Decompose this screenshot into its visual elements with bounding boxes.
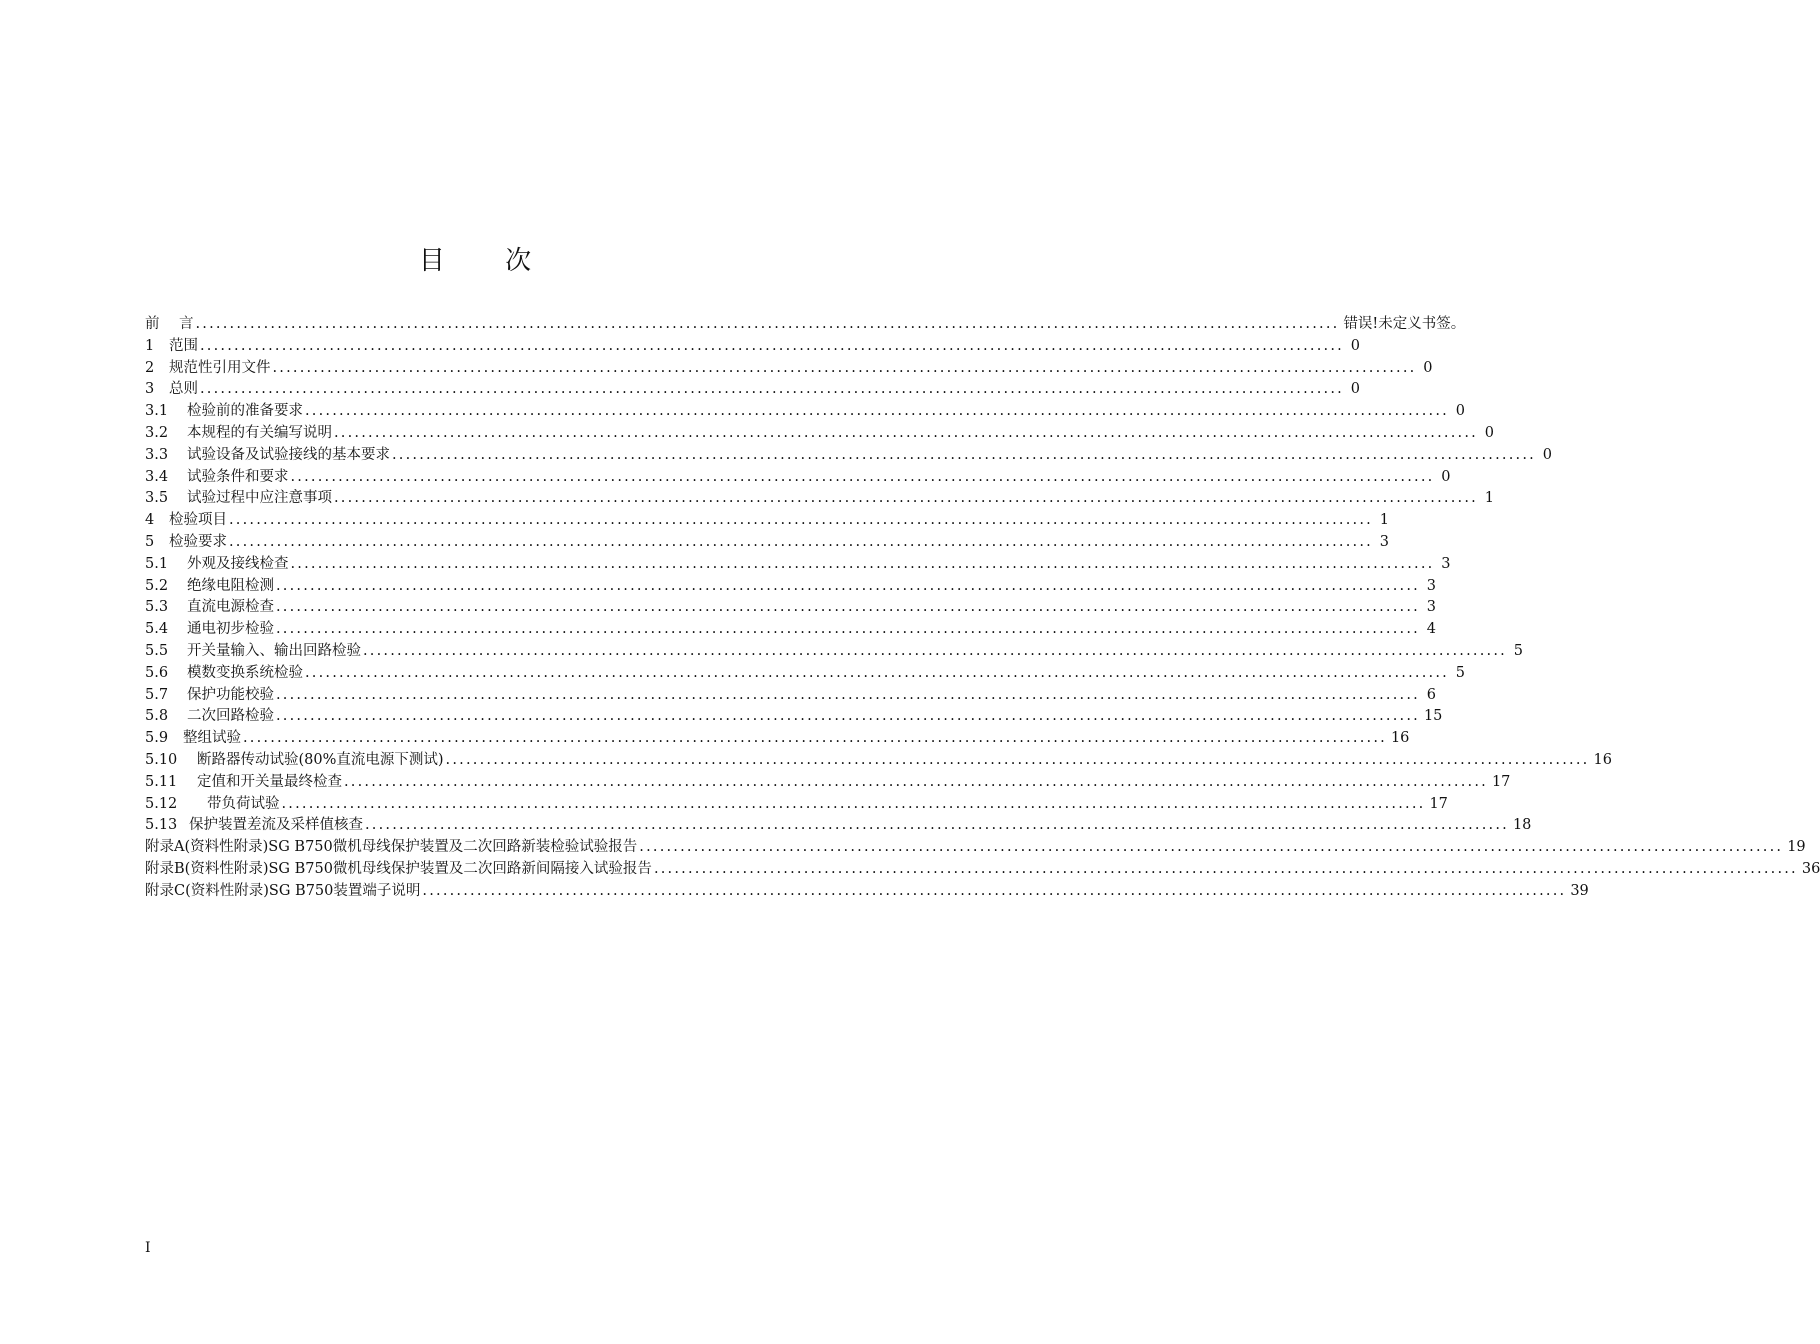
toc-number: 前 xyxy=(145,316,160,332)
toc-entry-3-5[interactable] xyxy=(145,486,1494,508)
toc-page: 17 xyxy=(1429,795,1448,812)
toc-entry-1[interactable] xyxy=(145,334,1360,356)
toc-page: 0 xyxy=(1350,337,1360,354)
toc-entry-3-2[interactable] xyxy=(145,421,1494,443)
toc-page: 4 xyxy=(1426,621,1436,638)
toc-label: 断路器传动试验(80%直流电源下测试) xyxy=(197,751,444,768)
toc-number: 5.8 xyxy=(145,708,169,725)
toc-entry-5-6[interactable] xyxy=(145,661,1465,683)
toc-page: 3 xyxy=(1441,555,1451,572)
toc-label: 检验要求 xyxy=(169,533,227,550)
page-number-footer: I xyxy=(145,1240,151,1256)
toc-number: 5 xyxy=(145,533,155,550)
toc-label: 规范性引用文件 xyxy=(169,359,271,376)
toc-leader xyxy=(334,490,1478,506)
toc-entry-5-2[interactable] xyxy=(145,574,1436,596)
toc-entry-5-8[interactable] xyxy=(145,704,1443,726)
toc-number: 附录A xyxy=(145,839,185,856)
toc-page: 17 xyxy=(1491,773,1511,790)
toc-leader xyxy=(363,643,1507,659)
toc-number: 5.2 xyxy=(145,577,169,594)
toc-label: 定值和开关量最终检查 xyxy=(197,773,342,790)
toc-label: 检验前的准备要求 xyxy=(187,403,303,420)
toc-label: 二次回路检验 xyxy=(187,708,274,725)
toc-leader xyxy=(305,403,1449,419)
toc-number: 2 xyxy=(145,359,155,376)
toc-page: 6 xyxy=(1426,686,1436,703)
toc-leader xyxy=(365,817,1509,833)
toc-leader xyxy=(200,338,1344,354)
toc-page: 5 xyxy=(1513,642,1523,659)
toc-leader xyxy=(229,534,1373,550)
toc-page: 3 xyxy=(1426,599,1436,616)
toc-label: 范围 xyxy=(169,337,198,354)
toc-label: 整组试验 xyxy=(183,730,241,747)
toc-label: 本规程的有关编写说明 xyxy=(187,424,332,441)
toc-label: 试验过程中应注意事项 xyxy=(187,490,332,507)
toc-number: 1 xyxy=(145,337,155,354)
toc-page: 5 xyxy=(1455,664,1465,681)
toc-leader xyxy=(276,599,1420,615)
toc-leader xyxy=(422,883,1566,899)
toc-entry-5-11[interactable] xyxy=(145,770,1511,792)
toc-entry-appendix-a[interactable] xyxy=(145,835,1806,857)
toc-label: 直流电源检查 xyxy=(187,599,274,616)
toc-entry-5[interactable] xyxy=(145,530,1389,552)
toc-leader xyxy=(276,708,1420,724)
toc-leader xyxy=(196,316,1340,332)
toc-label: 外观及接线检查 xyxy=(187,555,289,572)
toc-leader xyxy=(282,796,1426,812)
toc-leader xyxy=(276,687,1420,703)
toc-number: 5.12 xyxy=(145,795,178,812)
toc-leader xyxy=(305,665,1449,681)
toc-page: 19 xyxy=(1787,839,1806,856)
toc-page: 39 xyxy=(1570,882,1589,899)
toc-number: 5.1 xyxy=(145,555,169,572)
table-of-contents xyxy=(145,312,1820,901)
toc-page: 0 xyxy=(1455,403,1465,420)
toc-number: 5.7 xyxy=(145,686,169,703)
toc-leader xyxy=(291,556,1435,572)
toc-entry-appendix-b[interactable] xyxy=(145,857,1820,879)
toc-page: 0 xyxy=(1350,381,1360,398)
toc-label: (资料性附录)SG B750微机母线保护装置及二次回路新间隔接入试验报告 xyxy=(184,860,652,877)
toc-entry-5-10[interactable] xyxy=(145,748,1612,770)
toc-number: 5.5 xyxy=(145,642,169,659)
toc-label: 模数变换系统检验 xyxy=(187,664,303,681)
toc-number: 5.10 xyxy=(145,751,178,768)
toc-number: 5.3 xyxy=(145,599,169,616)
toc-label: 通电初步检验 xyxy=(187,621,274,638)
toc-page: 1 xyxy=(1484,490,1494,507)
toc-label: (资料性附录)SG B750装置端子说明 xyxy=(185,882,421,899)
toc-entry-preface[interactable] xyxy=(145,312,1466,334)
toc-leader xyxy=(276,578,1420,594)
toc-leader xyxy=(392,447,1536,463)
toc-leader xyxy=(243,730,1387,746)
toc-number: 3.4 xyxy=(145,468,169,485)
toc-page: 0 xyxy=(1542,446,1552,463)
toc-label: 检验项目 xyxy=(169,512,227,529)
toc-page: 16 xyxy=(1593,751,1612,768)
toc-label: 总则 xyxy=(169,381,198,398)
toc-entry-5-9[interactable] xyxy=(145,726,1410,748)
toc-entry-4[interactable] xyxy=(145,508,1389,530)
toc-leader xyxy=(229,512,1373,528)
toc-label: 保护装置差流及采样值核查 xyxy=(189,817,363,834)
toc-page: 16 xyxy=(1390,730,1410,747)
toc-leader xyxy=(654,861,1798,877)
toc-label: 带负荷试验 xyxy=(207,795,280,812)
toc-label: 绝缘电阻检测 xyxy=(187,577,274,594)
toc-page: 36 xyxy=(1801,860,1820,877)
toc-page: 错误!未定义书签。 xyxy=(1343,316,1466,332)
toc-entry-3[interactable] xyxy=(145,377,1360,399)
toc-leader xyxy=(639,839,1783,855)
toc-entry-5-3[interactable] xyxy=(145,595,1436,617)
toc-entry-2[interactable] xyxy=(145,356,1433,378)
toc-page: 18 xyxy=(1512,817,1532,834)
toc-number: 3.1 xyxy=(145,403,169,420)
toc-entry-5-12[interactable] xyxy=(145,792,1448,814)
toc-label: 试验条件和要求 xyxy=(187,468,289,485)
toc-number: 5.11 xyxy=(145,773,178,790)
toc-leader xyxy=(291,469,1435,485)
toc-page: 1 xyxy=(1379,512,1389,529)
toc-number: 4 xyxy=(145,512,155,529)
toc-entry-3-4[interactable] xyxy=(145,465,1451,487)
toc-number: 附录B xyxy=(145,860,185,877)
toc-entry-5-5[interactable] xyxy=(145,639,1523,661)
toc-page: 0 xyxy=(1484,424,1494,441)
toc-leader xyxy=(344,774,1488,790)
toc-leader xyxy=(276,621,1420,637)
toc-leader xyxy=(200,381,1344,397)
toc-label: 试验设备及试验接线的基本要求 xyxy=(187,446,390,463)
toc-number: 3.2 xyxy=(145,424,169,441)
toc-number: 附录C xyxy=(145,882,186,899)
toc-number: 3 xyxy=(145,381,155,398)
toc-leader xyxy=(273,360,1417,376)
toc-entry-5-7[interactable] xyxy=(145,683,1436,705)
page-title: 目 次 xyxy=(418,246,558,276)
toc-number: 5.4 xyxy=(145,621,169,638)
toc-leader xyxy=(334,425,1478,441)
toc-number: 5.13 xyxy=(145,817,178,834)
toc-number: 3.5 xyxy=(145,490,169,507)
toc-page: 0 xyxy=(1423,359,1433,376)
toc-label: (资料性附录)SG B750微机母线保护装置及二次回路新装检验试验报告 xyxy=(184,839,638,856)
toc-number: 5.9 xyxy=(145,730,169,747)
toc-page: 0 xyxy=(1441,468,1451,485)
toc-entry-5-4[interactable] xyxy=(145,617,1436,639)
toc-label: 言 xyxy=(179,316,194,332)
toc-leader xyxy=(446,752,1590,768)
toc-label: 保护功能校验 xyxy=(187,686,274,703)
toc-page: 3 xyxy=(1379,533,1389,550)
toc-number: 5.6 xyxy=(145,664,169,681)
toc-number: 3.3 xyxy=(145,446,169,463)
toc-entry-3-3[interactable] xyxy=(145,443,1552,465)
toc-label: 开关量输入、输出回路检验 xyxy=(187,642,361,659)
toc-page: 15 xyxy=(1423,708,1443,725)
toc-entry-5-1[interactable] xyxy=(145,552,1451,574)
toc-entry-appendix-c[interactable] xyxy=(145,879,1589,901)
toc-page: 3 xyxy=(1426,577,1436,594)
toc-entry-3-1[interactable] xyxy=(145,399,1465,421)
toc-entry-5-13[interactable] xyxy=(145,813,1532,835)
